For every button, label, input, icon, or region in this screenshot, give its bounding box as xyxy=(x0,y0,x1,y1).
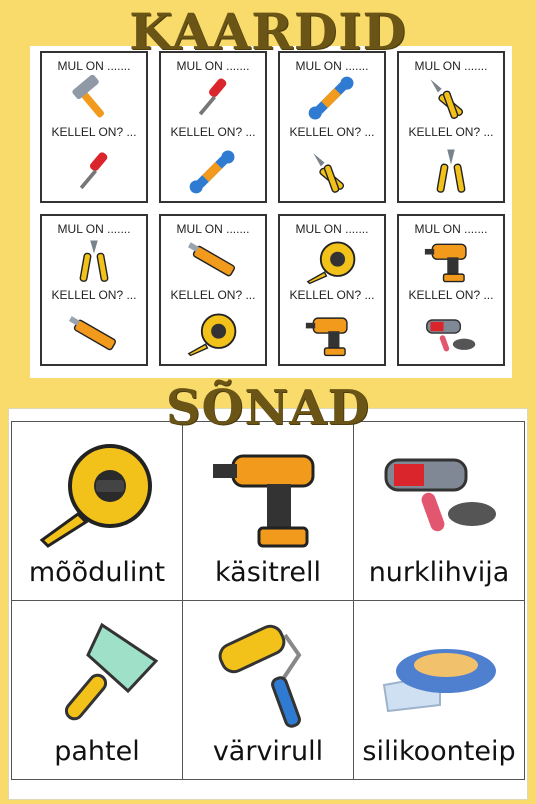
pliers-icon xyxy=(423,75,479,123)
silicone-tape-icon xyxy=(380,615,500,735)
word-cell-4 xyxy=(11,600,183,780)
card-7 xyxy=(278,214,386,366)
card-8 xyxy=(397,214,505,366)
hammer-icon xyxy=(66,75,122,123)
card-label-bottom: KELLEL ON? ... xyxy=(170,125,256,139)
pliers-icon xyxy=(66,238,122,286)
card-label-bottom: KELLEL ON? ... xyxy=(408,125,494,139)
card-label-top: MUL ON ....... xyxy=(295,59,369,73)
card-3 xyxy=(278,51,386,203)
card-label-top: MUL ON ....... xyxy=(57,222,131,236)
utility-knife-icon xyxy=(185,238,241,286)
tape-measure-icon xyxy=(304,238,360,286)
card-label-bottom: KELLEL ON? ... xyxy=(51,288,137,302)
card-1 xyxy=(40,51,148,203)
card-2 xyxy=(159,51,267,203)
card-5 xyxy=(40,214,148,366)
word-label: nurklihvija xyxy=(368,557,510,588)
drill-icon xyxy=(209,436,329,556)
screwdriver-icon xyxy=(66,145,122,197)
card-label-top: MUL ON ....... xyxy=(414,59,488,73)
card-6 xyxy=(159,214,267,366)
card-label-top: MUL ON ....... xyxy=(414,222,488,236)
tape-measure-icon xyxy=(38,436,158,556)
card-label-bottom: KELLEL ON? ... xyxy=(289,288,375,302)
page-title-cards: KAARDID xyxy=(129,2,407,61)
word-label: pahtel xyxy=(54,736,140,767)
drill-icon xyxy=(304,308,360,360)
card-4 xyxy=(397,51,505,203)
card-label-bottom: KELLEL ON? ... xyxy=(408,288,494,302)
cards-panel xyxy=(30,46,512,378)
card-label-top: MUL ON ....... xyxy=(295,222,369,236)
word-cell-1 xyxy=(11,421,183,601)
wrench-icon xyxy=(304,75,360,123)
card-label-top: MUL ON ....... xyxy=(176,222,250,236)
page-title-words: SÕNAD xyxy=(165,380,371,436)
word-cell-2 xyxy=(182,421,354,601)
word-cell-5 xyxy=(182,600,354,780)
wrench-icon xyxy=(185,145,241,197)
utility-knife-icon xyxy=(66,308,122,360)
paint-roller-icon xyxy=(209,615,329,735)
card-label-top: MUL ON ....... xyxy=(176,59,250,73)
word-label: käsitrell xyxy=(215,557,321,588)
putty-knife-icon xyxy=(38,615,158,735)
drill-icon xyxy=(423,238,479,286)
card-label-bottom: KELLEL ON? ... xyxy=(289,125,375,139)
word-cell-3 xyxy=(353,421,525,601)
card-label-bottom: KELLEL ON? ... xyxy=(170,288,256,302)
angle-grinder-icon xyxy=(380,436,500,556)
card-label-bottom: KELLEL ON? ... xyxy=(51,125,137,139)
words-panel xyxy=(8,408,528,800)
word-cell-6 xyxy=(353,600,525,780)
pliers-icon xyxy=(304,145,360,197)
screwdriver-icon xyxy=(185,75,241,123)
word-label: mõõdulint xyxy=(28,557,166,588)
word-label: silikoonteip xyxy=(362,736,516,767)
angle-grinder-icon xyxy=(423,308,479,360)
pliers-icon xyxy=(423,145,479,197)
tape-measure-icon xyxy=(185,308,241,360)
card-label-top: MUL ON ....... xyxy=(57,59,131,73)
word-label: värvirull xyxy=(212,736,324,767)
